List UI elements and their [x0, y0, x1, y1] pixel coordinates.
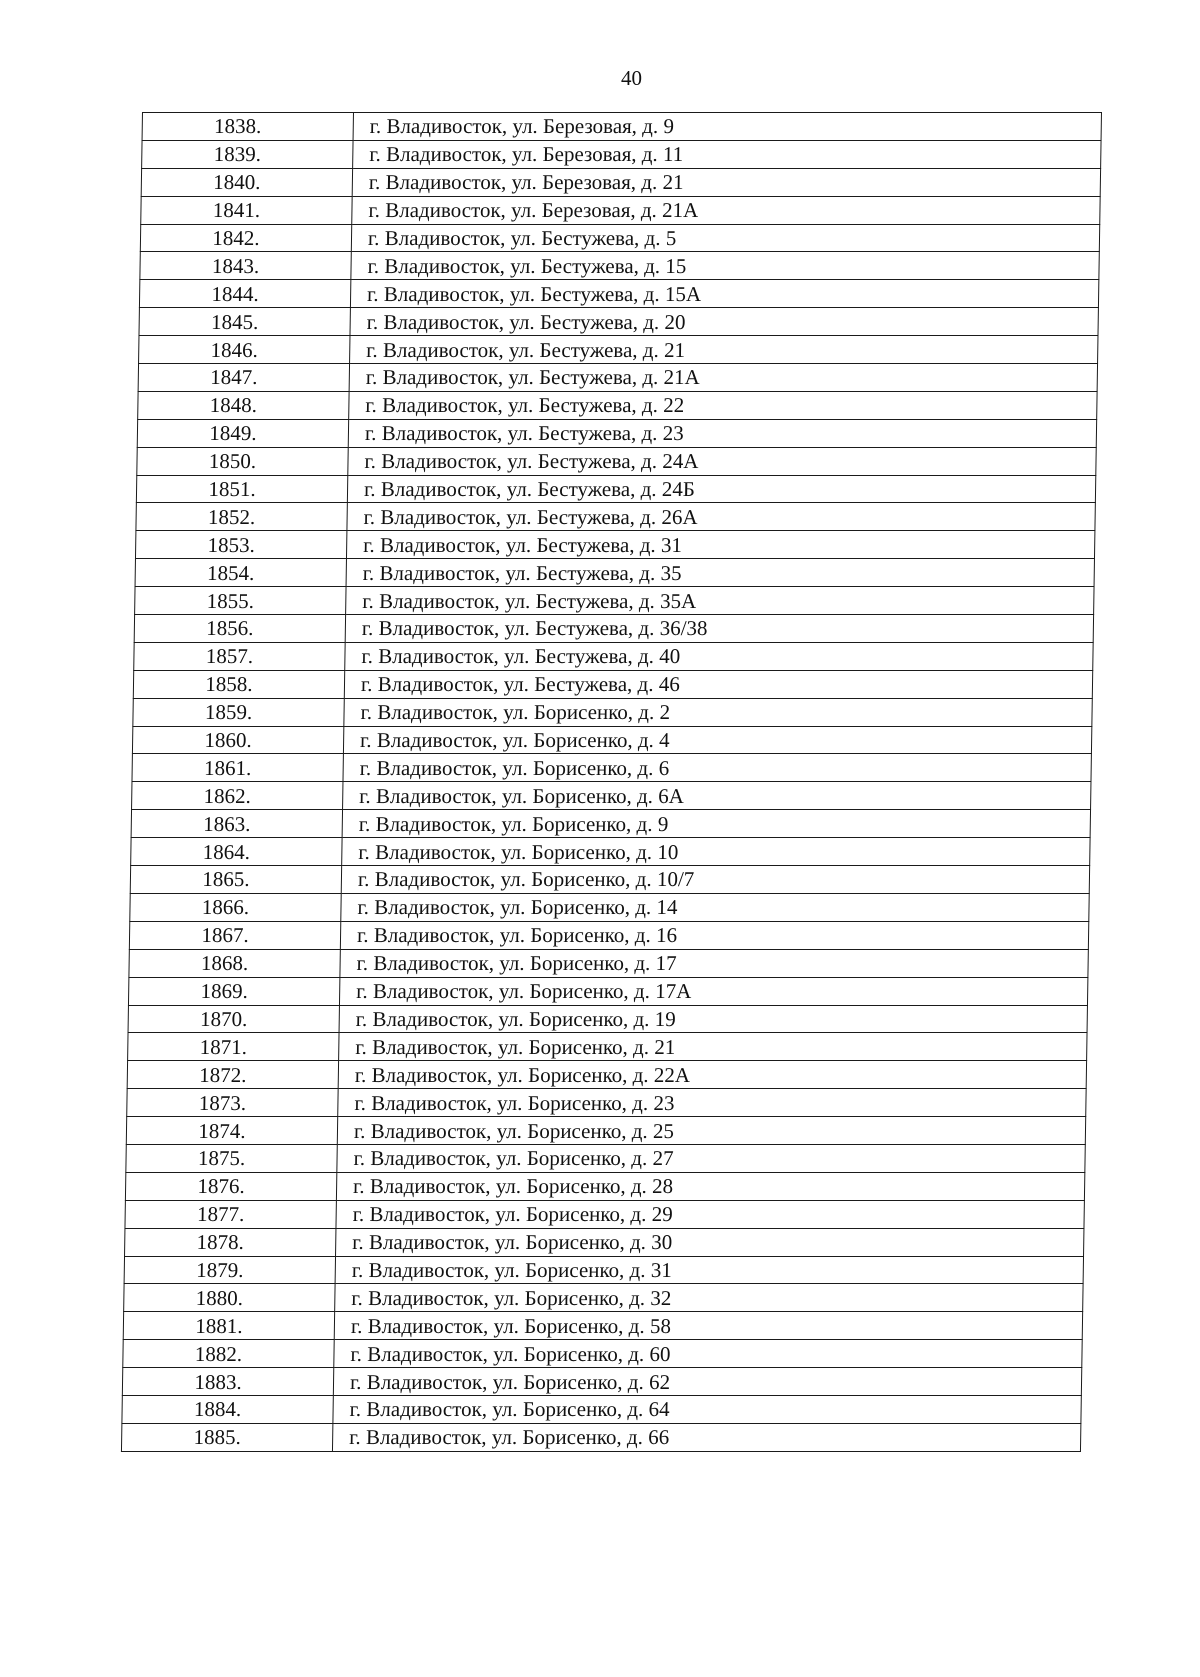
- table-row: [139, 336, 1098, 364]
- address-cell: г. Владивосток, ул. Бестужева, д. 35А: [346, 587, 1094, 615]
- address-cell: г. Владивосток, ул. Борисенко, д. 9: [342, 810, 1090, 838]
- table-row: [130, 866, 1089, 894]
- address-cell: г. Владивосток, ул. Борисенко, д. 2: [344, 698, 1092, 726]
- address-cell: г. Владивосток, ул. Бестужева, д. 40: [345, 642, 1093, 670]
- row-number-cell: 1883.: [122, 1368, 333, 1396]
- row-number-cell: 1840.: [141, 168, 352, 196]
- row-number-cell: 1838.: [142, 113, 353, 141]
- address-cell: г. Владивосток, ул. Борисенко, д. 66: [332, 1423, 1080, 1451]
- address-cell: г. Владивосток, ул. Бестужева, д. 21: [350, 336, 1098, 364]
- table-row: [141, 196, 1100, 224]
- row-number-cell: 1862.: [132, 782, 343, 810]
- table-row: [122, 1368, 1081, 1396]
- address-cell: г. Владивосток, ул. Бестужева, д. 35: [346, 559, 1094, 587]
- table-row: [125, 1172, 1084, 1200]
- table-row: [141, 168, 1100, 196]
- table-row: [137, 447, 1096, 475]
- row-number-cell: 1879.: [124, 1256, 335, 1284]
- table-row: [131, 810, 1090, 838]
- table-row: [132, 754, 1091, 782]
- address-cell: г. Владивосток, ул. Борисенко, д. 22А: [338, 1061, 1086, 1089]
- row-number-cell: 1843.: [140, 252, 351, 280]
- address-cell: г. Владивосток, ул. Березовая, д. 9: [353, 113, 1101, 141]
- row-number-cell: 1849.: [137, 419, 348, 447]
- row-number-cell: 1863.: [131, 810, 342, 838]
- row-number-cell: 1859.: [133, 698, 344, 726]
- row-number-cell: 1880.: [124, 1284, 335, 1312]
- address-cell: г. Владивосток, ул. Борисенко, д. 60: [334, 1340, 1082, 1368]
- table-row: [125, 1200, 1084, 1228]
- row-number-cell: 1855.: [135, 587, 346, 615]
- page-number: 40: [621, 66, 642, 90]
- table-row: [131, 838, 1090, 866]
- row-number-cell: 1842.: [140, 224, 351, 252]
- row-number-cell: 1877.: [125, 1200, 336, 1228]
- address-cell: г. Владивосток, ул. Борисенко, д. 6: [343, 754, 1091, 782]
- address-cell: г. Владивосток, ул. Борисенко, д. 31: [335, 1256, 1083, 1284]
- row-number-cell: 1850.: [137, 447, 348, 475]
- row-number-cell: 1873.: [127, 1089, 338, 1117]
- table-row: [130, 893, 1089, 921]
- row-number-cell: 1860.: [132, 726, 343, 754]
- table-row: [129, 921, 1088, 949]
- row-number-cell: 1878.: [125, 1228, 336, 1256]
- row-number-cell: 1885.: [121, 1423, 332, 1451]
- table-row: [128, 1033, 1087, 1061]
- address-cell: г. Владивосток, ул. Березовая, д. 21: [352, 168, 1100, 196]
- address-cell: г. Владивосток, ул. Бестужева, д. 23: [348, 419, 1096, 447]
- row-number-cell: 1848.: [138, 391, 349, 419]
- row-number-cell: 1864.: [131, 838, 342, 866]
- table-row: [135, 587, 1094, 615]
- row-number-cell: 1847.: [138, 364, 349, 392]
- row-number-cell: 1839.: [142, 140, 353, 168]
- address-cell: г. Владивосток, ул. Борисенко, д. 21: [339, 1033, 1087, 1061]
- address-cell: г. Владивосток, ул. Борисенко, д. 17: [340, 949, 1088, 977]
- address-cell: г. Владивосток, ул. Борисенко, д. 6А: [343, 782, 1091, 810]
- row-number-cell: 1875.: [126, 1144, 337, 1172]
- address-cell: г. Владивосток, ул. Борисенко, д. 19: [339, 1005, 1087, 1033]
- table-row: [138, 391, 1097, 419]
- address-cell: г. Владивосток, ул. Борисенко, д. 10/7: [341, 866, 1089, 894]
- row-number-cell: 1868.: [129, 949, 340, 977]
- address-table: [121, 112, 1102, 1452]
- address-cell: г. Владивосток, ул. Борисенко, д. 29: [336, 1200, 1084, 1228]
- row-number-cell: 1874.: [126, 1117, 337, 1145]
- row-number-cell: 1869.: [128, 977, 339, 1005]
- row-number-cell: 1844.: [139, 280, 350, 308]
- table-row: [128, 1005, 1087, 1033]
- address-cell: г. Владивосток, ул. Бестужева, д. 24А: [348, 447, 1096, 475]
- address-cell: г. Владивосток, ул. Бестужева, д. 22: [349, 391, 1097, 419]
- table-row: [124, 1284, 1083, 1312]
- row-number-cell: 1881.: [123, 1312, 334, 1340]
- address-cell: г. Владивосток, ул. Борисенко, д. 32: [335, 1284, 1083, 1312]
- address-cell: г. Владивосток, ул. Борисенко, д. 64: [333, 1395, 1081, 1423]
- table-row: [136, 475, 1095, 503]
- address-cell: г. Владивосток, ул. Борисенко, д. 28: [336, 1172, 1084, 1200]
- table-row: [138, 364, 1097, 392]
- address-cell: г. Владивосток, ул. Борисенко, д. 14: [341, 893, 1089, 921]
- table-row: [126, 1144, 1085, 1172]
- table-row: [129, 949, 1088, 977]
- row-number-cell: 1872.: [127, 1061, 338, 1089]
- row-number-cell: 1882.: [123, 1340, 334, 1368]
- address-cell: г. Владивосток, ул. Борисенко, д. 23: [338, 1089, 1086, 1117]
- table-row: [123, 1312, 1082, 1340]
- row-number-cell: 1858.: [133, 670, 344, 698]
- row-number-cell: 1845.: [139, 308, 350, 336]
- address-cell: г. Владивосток, ул. Борисенко, д. 27: [337, 1144, 1085, 1172]
- address-cell: г. Владивосток, ул. Бестужева, д. 5: [351, 224, 1099, 252]
- table-row: [140, 252, 1099, 280]
- table-row: [123, 1340, 1082, 1368]
- row-number-cell: 1884.: [122, 1395, 333, 1423]
- row-number-cell: 1841.: [141, 196, 352, 224]
- table-row: [124, 1256, 1083, 1284]
- address-cell: г. Владивосток, ул. Бестужева, д. 21А: [349, 364, 1097, 392]
- address-cell: г. Владивосток, ул. Бестужева, д. 15: [351, 252, 1099, 280]
- row-number-cell: 1846.: [139, 336, 350, 364]
- row-number-cell: 1867.: [129, 921, 340, 949]
- table-row: [135, 559, 1094, 587]
- table-row: [137, 419, 1096, 447]
- table-row: [133, 670, 1092, 698]
- row-number-cell: 1854.: [135, 559, 346, 587]
- address-cell: г. Владивосток, ул. Бестужева, д. 46: [344, 670, 1092, 698]
- row-number-cell: 1871.: [128, 1033, 339, 1061]
- table-row: [142, 140, 1101, 168]
- table-row: [127, 1089, 1086, 1117]
- row-number-cell: 1861.: [132, 754, 343, 782]
- table-row: [136, 503, 1095, 531]
- table-row: [133, 698, 1092, 726]
- table-row: [132, 782, 1091, 810]
- table-row: [135, 531, 1094, 559]
- table-row: [126, 1117, 1085, 1145]
- address-cell: г. Владивосток, ул. Бестужева, д. 31: [346, 531, 1094, 559]
- row-number-cell: 1876.: [125, 1172, 336, 1200]
- address-cell: г. Владивосток, ул. Борисенко, д. 30: [336, 1228, 1084, 1256]
- row-number-cell: 1856.: [134, 615, 345, 643]
- address-cell: г. Владивосток, ул. Борисенко, д. 4: [343, 726, 1091, 754]
- table-row: [128, 977, 1087, 1005]
- table-row: [134, 615, 1093, 643]
- table-row: [140, 224, 1099, 252]
- row-number-cell: 1865.: [130, 866, 341, 894]
- table-row: [139, 280, 1098, 308]
- row-number-cell: 1870.: [128, 1005, 339, 1033]
- table-row: [142, 113, 1101, 141]
- address-cell: г. Владивосток, ул. Бестужева, д. 26А: [347, 503, 1095, 531]
- address-cell: г. Владивосток, ул. Борисенко, д. 58: [334, 1312, 1082, 1340]
- address-cell: г. Владивосток, ул. Бестужева, д. 36/38: [345, 615, 1093, 643]
- table-row: [139, 308, 1098, 336]
- address-table-body: [121, 113, 1101, 1452]
- table-row: [122, 1395, 1081, 1423]
- address-cell: г. Владивосток, ул. Бестужева, д. 20: [350, 308, 1098, 336]
- row-number-cell: 1851.: [136, 475, 347, 503]
- row-number-cell: 1852.: [136, 503, 347, 531]
- row-number-cell: 1857.: [134, 642, 345, 670]
- table-row: [134, 642, 1093, 670]
- address-cell: г. Владивосток, ул. Борисенко, д. 25: [337, 1117, 1085, 1145]
- address-cell: г. Владивосток, ул. Березовая, д. 21А: [352, 196, 1100, 224]
- address-cell: г. Владивосток, ул. Березовая, д. 11: [353, 140, 1101, 168]
- table-row: [132, 726, 1091, 754]
- address-cell: г. Владивосток, ул. Борисенко, д. 62: [333, 1368, 1081, 1396]
- address-cell: г. Владивосток, ул. Борисенко, д. 17А: [339, 977, 1087, 1005]
- address-cell: г. Владивосток, ул. Бестужева, д. 24Б: [347, 475, 1095, 503]
- address-cell: г. Владивосток, ул. Борисенко, д. 16: [340, 921, 1088, 949]
- row-number-cell: 1853.: [135, 531, 346, 559]
- row-number-cell: 1866.: [130, 893, 341, 921]
- address-cell: г. Владивосток, ул. Борисенко, д. 10: [342, 838, 1090, 866]
- address-cell: г. Владивосток, ул. Бестужева, д. 15А: [350, 280, 1098, 308]
- table-row: [127, 1061, 1086, 1089]
- table-row: [125, 1228, 1084, 1256]
- table-row: [121, 1423, 1080, 1451]
